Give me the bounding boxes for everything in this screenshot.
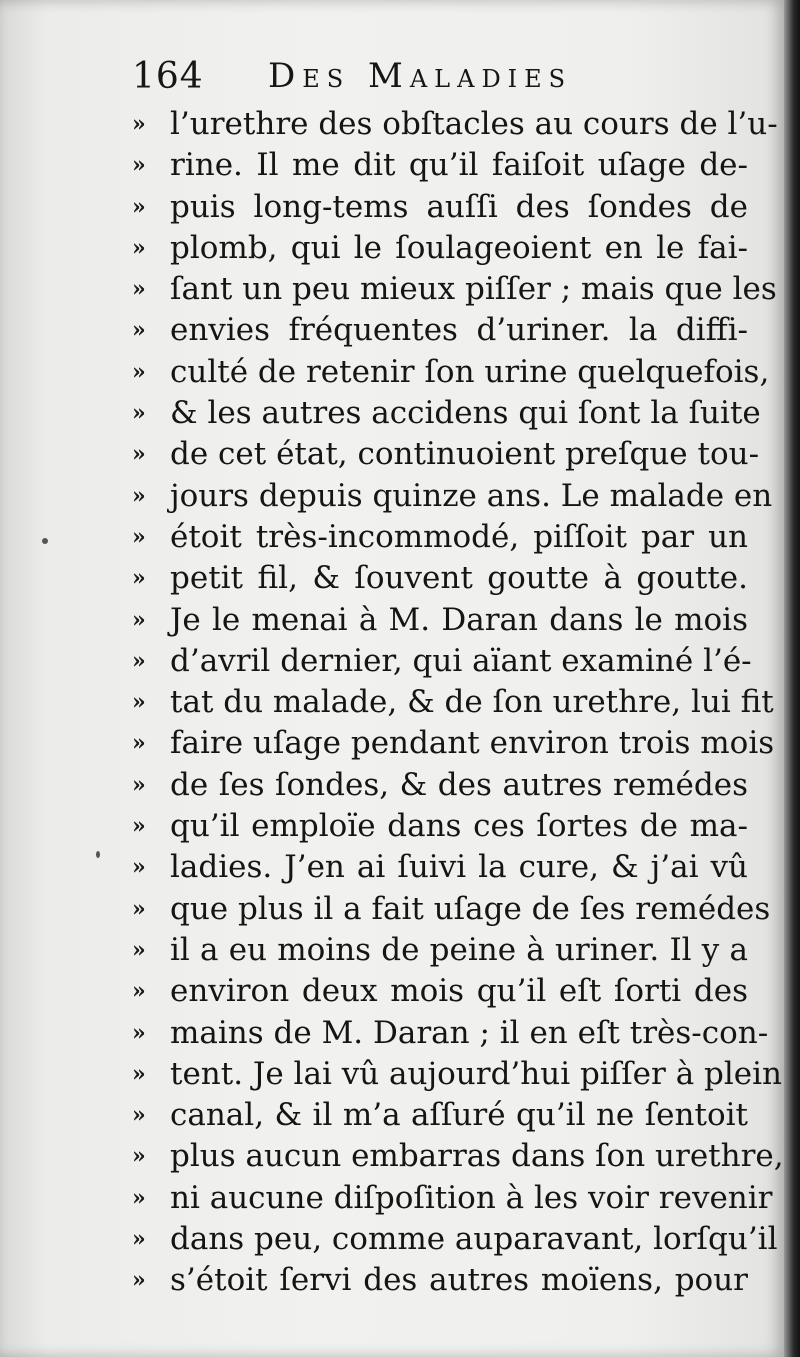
text-line bbox=[132, 600, 752, 641]
quote-marker: » bbox=[132, 978, 146, 1005]
quote-marker: » bbox=[132, 936, 146, 963]
page-number: 164 bbox=[132, 56, 204, 97]
text-line bbox=[132, 930, 752, 971]
text-line bbox=[132, 558, 752, 599]
text-line bbox=[132, 1260, 752, 1301]
quote-marker: » bbox=[132, 358, 146, 385]
text-line bbox=[132, 145, 752, 186]
text-line bbox=[132, 682, 774, 723]
line-text: ni aucune diſpoſition à les voir revenir bbox=[170, 1179, 773, 1216]
paper-speck bbox=[96, 851, 100, 858]
quote-marker: » bbox=[132, 1184, 146, 1211]
line-text: Je le menai à M. Daran dans le mois bbox=[170, 601, 748, 638]
line-text: l’urethre des obſtacles au cours de l’u- bbox=[170, 106, 778, 142]
quote-marker: » bbox=[132, 1143, 146, 1170]
line-text: que plus il a fait uſage de ſes remédes bbox=[170, 890, 771, 927]
quote-marker: » bbox=[132, 647, 146, 674]
page-edge-shadow bbox=[784, 0, 800, 1357]
quote-marker: » bbox=[132, 565, 146, 592]
quote-marker: » bbox=[132, 1267, 146, 1294]
quote-marker: » bbox=[132, 1226, 146, 1253]
text-line bbox=[132, 476, 773, 517]
text-line bbox=[132, 517, 752, 558]
text-line bbox=[132, 1136, 784, 1177]
quote-marker: » bbox=[132, 276, 146, 303]
quote-marker: » bbox=[132, 441, 146, 468]
quote-marker: » bbox=[132, 317, 146, 344]
quote-marker: » bbox=[132, 193, 146, 220]
quote-marker: » bbox=[132, 813, 146, 840]
quote-marker: » bbox=[132, 523, 146, 550]
text-line bbox=[132, 1219, 778, 1260]
text-line bbox=[132, 393, 761, 434]
text-line bbox=[132, 765, 752, 806]
quote-marker: » bbox=[132, 689, 146, 716]
quote-marker: » bbox=[132, 895, 146, 922]
line-text: d’avril dernier, qui aïant examiné l’é- bbox=[170, 642, 752, 679]
line-text: tat du malade, & de ſon urethre, lui fit bbox=[170, 684, 774, 721]
quote-marker: » bbox=[132, 606, 146, 633]
quote-marker: » bbox=[132, 771, 146, 798]
line-text: envies fréquentes d’uriner. la diffi- bbox=[170, 312, 748, 349]
line-text: faire uſage pendant environ trois mois bbox=[170, 725, 775, 762]
line-text: tent. Je lai vû aujourd’hui piſſer à plein bbox=[170, 1055, 783, 1092]
line-text: ladies. J’en ai ſuivi la cure, & j’ai vû bbox=[170, 849, 748, 886]
page-header bbox=[132, 56, 752, 104]
text-line bbox=[132, 228, 752, 269]
text-line bbox=[132, 971, 752, 1012]
line-text: s’étoit ſervi des autres moïens, pour bbox=[170, 1262, 748, 1299]
text-line bbox=[132, 889, 771, 930]
text-line bbox=[132, 434, 760, 475]
running-title: Des Maladies bbox=[268, 56, 573, 96]
line-text: dans peu, comme auparavant, lorſqu’il bbox=[170, 1221, 778, 1258]
line-text: & les autres accidens qui ſont la ſuite bbox=[170, 395, 761, 432]
line-text: canal, & il m’a aſſuré qu’il ne ſentoit bbox=[170, 1097, 748, 1134]
quote-marker: » bbox=[132, 111, 146, 137]
quote-marker: » bbox=[132, 1019, 146, 1046]
line-text: rine. Il me dit qu’il faiſoit uſage de- bbox=[170, 147, 748, 184]
line-text: environ deux mois qu’il eſt ſorti des bbox=[170, 973, 748, 1010]
line-text: qu’il emploïe dans ces ſortes de ma- bbox=[170, 808, 748, 845]
quote-marker: » bbox=[132, 482, 146, 509]
text-line bbox=[132, 1013, 769, 1054]
text-line bbox=[132, 269, 777, 310]
line-text: petit fil, & ſouvent goutte à goutte. bbox=[170, 560, 748, 597]
text-line bbox=[132, 723, 775, 764]
text-line bbox=[132, 352, 770, 393]
text-line bbox=[132, 847, 752, 888]
line-text: de cet état, continuoient preſque tou- bbox=[170, 436, 760, 473]
text-line bbox=[132, 806, 752, 847]
line-text: puis long-tems auſſi des ſondes de bbox=[170, 188, 748, 225]
line-text: mains de M. Daran ; il en eſt très-con- bbox=[170, 1014, 769, 1051]
text-line bbox=[132, 310, 752, 351]
text-line bbox=[132, 1095, 752, 1136]
quote-marker: » bbox=[132, 1102, 146, 1129]
quote-marker: » bbox=[132, 152, 146, 179]
text-line bbox=[132, 187, 752, 228]
quote-marker: » bbox=[132, 400, 146, 427]
quote-marker: » bbox=[132, 854, 146, 881]
paper-speck bbox=[42, 538, 48, 544]
quote-marker: » bbox=[132, 730, 146, 757]
body-text bbox=[132, 104, 784, 1302]
line-text: jours depuis quinze ans. Le malade en bbox=[170, 477, 773, 514]
line-text: de ſes ſondes, & des autres remédes bbox=[170, 766, 748, 803]
text-line bbox=[132, 104, 778, 145]
text-line bbox=[132, 1178, 773, 1219]
line-text: ſant un peu mieux piſſer ; mais que les bbox=[170, 271, 777, 308]
line-text: plomb, qui le ſoulageoient en le fai- bbox=[170, 229, 748, 266]
line-text: culté de retenir ſon urine quelquefois, bbox=[170, 353, 770, 390]
line-text: il a eu moins de peine à uriner. Il y a bbox=[170, 931, 748, 968]
text-line bbox=[132, 1054, 783, 1095]
quote-marker: » bbox=[132, 234, 146, 261]
quote-marker: » bbox=[132, 1060, 146, 1087]
line-text: étoit très-incommodé, piſſoit par un bbox=[170, 518, 748, 555]
line-text: plus aucun embarras dans ſon urethre, bbox=[170, 1138, 784, 1175]
text-line bbox=[132, 641, 752, 682]
